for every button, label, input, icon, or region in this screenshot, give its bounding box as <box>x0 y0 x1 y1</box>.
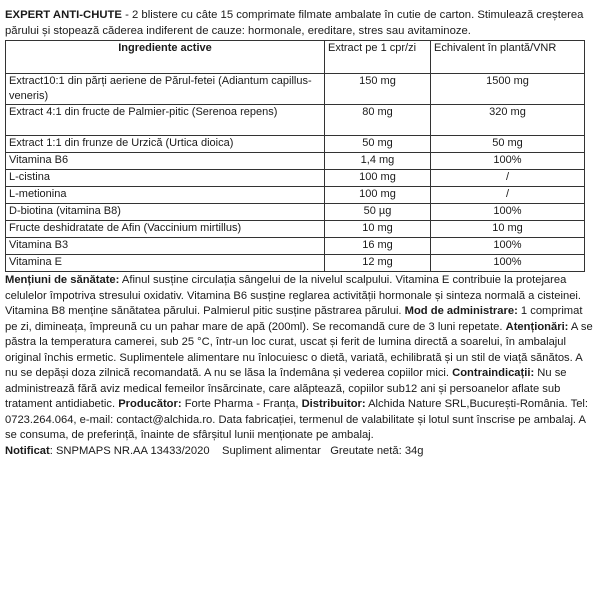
table-row <box>6 136 585 153</box>
table-row <box>6 204 585 221</box>
ingredient-name: Fructe deshidratate de Afin (Vaccinium mirtillus) <box>6 221 325 238</box>
ingredient-equivalent: 1500 mg <box>431 74 585 105</box>
ingredient-amount: 50 µg <box>325 204 431 221</box>
ingredient-equivalent: 100% <box>431 238 585 255</box>
notification-line <box>5 444 593 460</box>
ingredient-name: L-metionina <box>6 187 325 204</box>
distributor-heading: Distribuitor: <box>301 398 366 411</box>
ingredient-amount: 100 mg <box>325 170 431 187</box>
notification-text: : SNPMAPS NR.AA 13433/2020 Supliment alimentar Greutate netă: 34g <box>49 444 424 457</box>
notification-label: Notificat <box>5 444 50 457</box>
health-claims-text: Afinul susține circulația sângelui de la nivelul scalpului. Vitamina E contribuie la protejarea celulelor împotriva stresului oxidativ. Vitamina B6 susține reglarea activității hormonale și sinteza normală a cisteinei. Vitamina B8 menține sănătatea părului. Palmierul pitic susține păstrarea părului. <box>5 274 582 318</box>
contraindications-text: Nu se administrează fără aviz medical femeilor însărcinate, care alăptează, copiilor sub12 ani și persoanelor aflate sub tratament antidiabetic. <box>5 367 567 411</box>
ingredient-amount: 10 mg <box>325 221 431 238</box>
ingredient-name: Vitamina B3 <box>6 238 325 255</box>
ingredient-name: Vitamina B6 <box>6 153 325 170</box>
producer-heading: Producător: <box>118 398 182 411</box>
ingredient-equivalent: / <box>431 187 585 204</box>
ingredient-equivalent: 100% <box>431 204 585 221</box>
table-row <box>6 238 585 255</box>
ingredient-amount: 80 mg <box>325 105 431 136</box>
ingredient-name: Extract 1:1 din frunze de Urzică (Urtica dioica) <box>6 136 325 153</box>
warnings-text: A se păstra la temperatura camerei, sub 25 °C, într-un loc curat, uscat și ferit de lumina directă a soarelui, în ambalajul original închis ermetic. Suplimentele alimentare nu înlocuiesc o dietă, variată, echilibrată și un stil de viață sănătos. A nu se depăși doza zilnică recomandată. A nu se lăsa la îndemâna și vederea copiilor mici. <box>5 320 593 380</box>
contraindications-heading: Contraindicații: <box>452 367 535 380</box>
ingredient-amount: 1,4 mg <box>325 153 431 170</box>
ingredient-equivalent: 10 mg <box>431 221 585 238</box>
ingredient-equivalent: 320 mg <box>431 105 585 136</box>
table-row <box>6 187 585 204</box>
warnings-heading: Atenționări: <box>505 320 569 333</box>
table-row <box>6 153 585 170</box>
product-description: - 2 blistere cu câte 15 comprimate filmate ambalate în cutie de carton. Stimulează creșterea părului și stopează căderea indiferent de cauze: hormonale, ereditare, stres sau avitaminoze. <box>5 9 584 37</box>
ingredient-name: D-biotina (vitamina B8) <box>6 204 325 221</box>
ingredient-equivalent: 100% <box>431 255 585 272</box>
ingredient-amount: 12 mg <box>325 255 431 272</box>
ingredient-name: Extract 4:1 din fructe de Palmier-pitic (Serenoa repens) <box>6 105 325 136</box>
table-header-row <box>6 41 585 74</box>
distributor-text: Alchida Nature SRL,București-România. Tel: 0723.264.064, e-mail: contact@alchida.ro. Data fabricației, termenul de valabilitate și lotul sunt înscrise pe ambalaj. A se consuma, de preferință, înainte de sfârșitul lunii menționate pe ambalaj. <box>5 398 589 442</box>
ingredient-equivalent: / <box>431 170 585 187</box>
product-name: EXPERT ANTI-CHUTE <box>5 9 122 21</box>
header-plant-equivalent: Echivalent în plantă/VNR <box>431 41 585 74</box>
producer-text: Forte Pharma - Franța, <box>181 398 302 411</box>
ingredients-table <box>5 40 585 272</box>
administration-text: 1 comprimat pe zi, dimineața, împreună cu un pahar mare de apă (200ml). Se recomandă cure de 3 luni repetate. <box>5 305 583 333</box>
ingredient-amount: 16 mg <box>325 238 431 255</box>
health-claims-heading: Mențiuni de sănătate: <box>5 274 120 287</box>
ingredient-equivalent: 50 mg <box>431 136 585 153</box>
header-extract-per-tablet: Extract pe 1 cpr/zi <box>325 41 431 74</box>
product-intro <box>5 8 593 39</box>
table-row <box>6 105 585 136</box>
ingredient-name: L-cistina <box>6 170 325 187</box>
ingredient-amount: 100 mg <box>325 187 431 204</box>
ingredient-name: Vitamina E <box>6 255 325 272</box>
label-notes <box>5 273 593 444</box>
table-row <box>6 170 585 187</box>
product-label <box>5 8 593 459</box>
ingredient-amount: 50 mg <box>325 136 431 153</box>
administration-heading: Mod de administrare: <box>404 305 518 318</box>
table-row <box>6 221 585 238</box>
ingredient-equivalent: 100% <box>431 153 585 170</box>
ingredient-amount: 150 mg <box>325 74 431 105</box>
table-row <box>6 255 585 272</box>
header-ingredients: Ingrediente active <box>6 41 325 74</box>
table-row <box>6 74 585 105</box>
ingredient-name: Extract10:1 din părți aeriene de Părul-fetei (Adiantum capillus-veneris) <box>6 74 325 105</box>
